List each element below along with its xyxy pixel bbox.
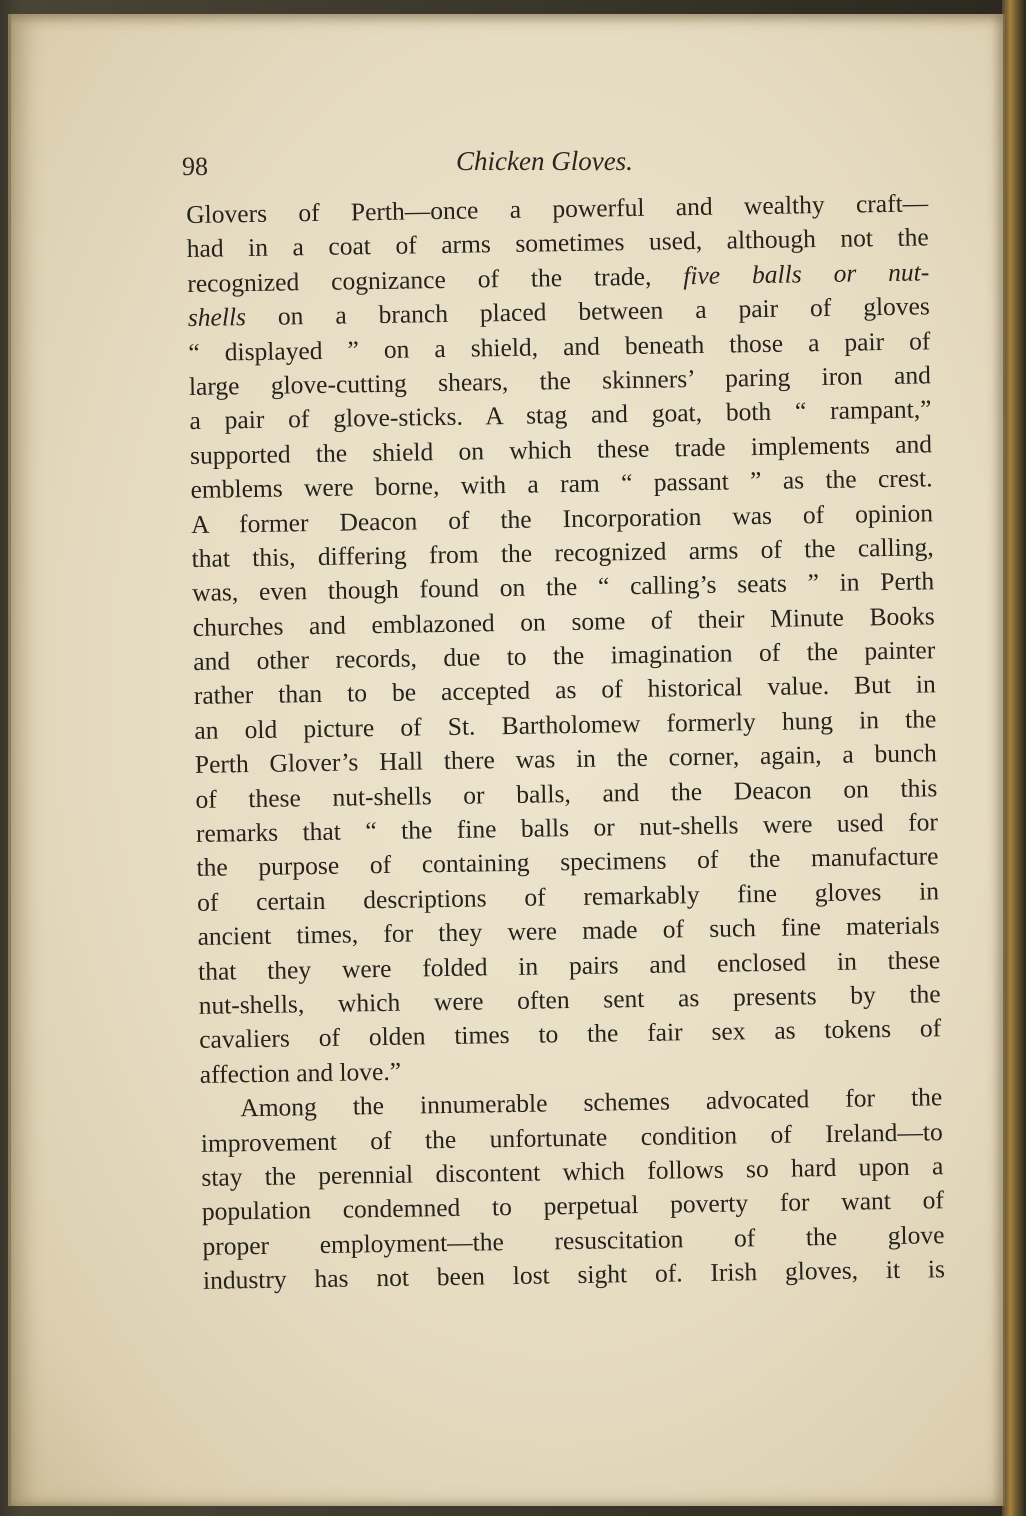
text-line: Perth Glover’s Hall there was in the corner, again, a bunch bbox=[194, 738, 938, 780]
text-line: that they were folded in pairs and enclosed in these bbox=[197, 944, 941, 986]
text-fragment: recognized cognizance of the trade, bbox=[187, 261, 652, 298]
text-line: improvement of the unfortunate condition of Ireland—to bbox=[200, 1116, 943, 1158]
text-line: stay the perennial discontent which follows so hard upon a bbox=[201, 1151, 944, 1192]
text-line: Among the innumerable schemes advocated for the bbox=[240, 1082, 943, 1123]
text-line: rather than to be accepted as of historical value. But in bbox=[193, 669, 936, 711]
book-edge bbox=[1002, 0, 1026, 1516]
text-line: and other records, due to the imagination of the painter bbox=[193, 635, 936, 677]
page-header bbox=[180, 140, 920, 180]
text-line: remarks that “ the fine balls or nut-shells were used for bbox=[195, 807, 939, 848]
text-line: “ displayed ” on a shield, and beneath those a pair of bbox=[188, 325, 931, 367]
text-line: was, even though found on the “ calling’s seats ” in Perth bbox=[191, 566, 935, 608]
text-line: nut-shells, which were often sent as presents by the bbox=[198, 979, 941, 1020]
text-line: supported the shield on which these trade implements and bbox=[189, 429, 933, 470]
text-line: emblems were borne, with a ram “ passant ” as the crest. bbox=[190, 463, 933, 505]
text-line: an old picture of St. Bartholomew formerly hung in the bbox=[194, 704, 937, 745]
text-line: churches and emblazoned on some of their Minute Books bbox=[192, 600, 935, 642]
text-line: a pair of glove-sticks. A stag and goat, both “ rampant,” bbox=[189, 394, 932, 436]
running-title: Chicken Gloves. bbox=[456, 146, 633, 176]
text-fragment: on a branch placed between a pair of gloves bbox=[245, 291, 931, 332]
text-line: of these nut-shells or balls, and the Deacon on this bbox=[195, 772, 938, 814]
text-line: population condemned to perpetual poverty for want of bbox=[201, 1185, 945, 1227]
text-line: Glovers of Perth—once a powerful and wealthy craft— bbox=[186, 188, 929, 229]
body-text bbox=[186, 186, 945, 1298]
text-line: ancient times, for they were made of such fine materials bbox=[197, 910, 940, 952]
page-number: 98 bbox=[182, 152, 208, 181]
paragraph-1 bbox=[186, 186, 942, 1092]
text-line: cavaliers of olden times to the fair sex as tokens of bbox=[198, 1013, 942, 1055]
italic-phrase: five balls or nut- bbox=[683, 257, 930, 290]
text-line: of certain descriptions of remarkably fine gloves in bbox=[196, 876, 940, 917]
text-line: that this, differing from the recognized arms of the calling, bbox=[191, 532, 934, 573]
paragraph-2 bbox=[200, 1080, 945, 1298]
text-line: the purpose of containing specimens of the manufacture bbox=[196, 841, 939, 883]
text-line: proper employment—the resuscitation of the glove bbox=[202, 1219, 945, 1261]
text-line: industry has not been lost sight of. Irish gloves, it is bbox=[202, 1254, 946, 1295]
italic-phrase: shells bbox=[187, 302, 247, 333]
text-line: had in a coat of arms sometimes used, although not the bbox=[186, 222, 929, 264]
text-line: A former Deacon of the Incorporation was of opinion bbox=[190, 497, 934, 539]
text-line: large glove-cutting shears, the skinners’ paring iron and bbox=[188, 360, 932, 401]
text-line: affection and love.” bbox=[199, 1056, 402, 1089]
